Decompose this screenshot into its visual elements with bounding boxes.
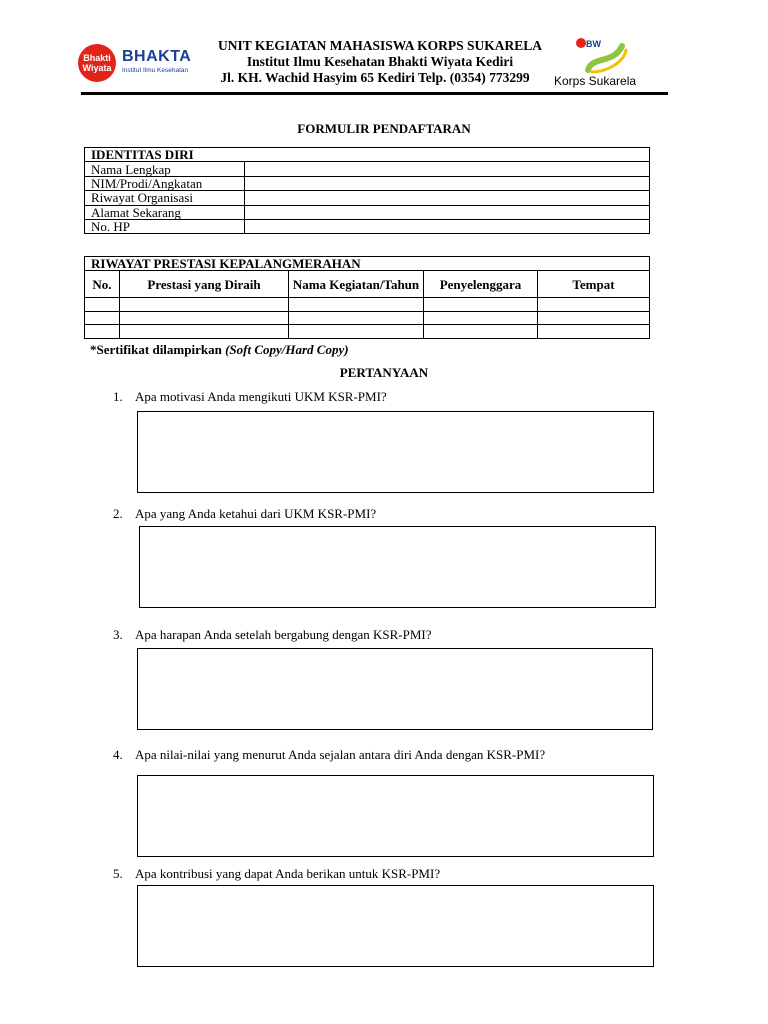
col-header-tempat: Tempat xyxy=(538,271,650,298)
identitas-row xyxy=(85,176,650,190)
col-header-no: No. xyxy=(85,271,120,298)
identitas-table xyxy=(84,147,650,234)
col-header-penyelenggara: Penyelenggara xyxy=(424,271,538,298)
identitas-row xyxy=(85,162,650,176)
questions-title: PERTANYAAN xyxy=(339,365,429,380)
question-number: 3. xyxy=(113,627,123,642)
col-header-prestasi: Prestasi yang Diraih xyxy=(120,271,289,298)
table-cell[interactable] xyxy=(120,325,289,339)
institute-logo-subtitle: Institut Ilmu Kesehatan xyxy=(122,67,189,74)
prestasi-column-header-row xyxy=(85,271,650,298)
question-2 xyxy=(113,506,376,522)
prestasi-table xyxy=(84,256,650,339)
field-label-nama: Nama Lengkap xyxy=(85,162,245,176)
question-text: Apa motivasi Anda mengikuti UKM KSR-PMI? xyxy=(135,389,387,404)
question-5 xyxy=(113,866,440,882)
certificate-note xyxy=(90,342,349,358)
table-cell[interactable] xyxy=(289,298,424,312)
identitas-heading-row xyxy=(85,148,650,162)
field-label-nim: NIM/Prodi/Angkatan xyxy=(85,176,245,190)
question-text: Apa nilai-nilai yang menurut Anda sejalan antara diri Anda dengan KSR-PMI? xyxy=(135,747,546,762)
identitas-row xyxy=(85,191,650,205)
header-line-2: Institut Ilmu Kesehatan Bhakti Wiyata Kediri xyxy=(246,54,514,69)
question-4 xyxy=(113,747,545,763)
table-cell[interactable] xyxy=(424,311,538,325)
question-text: Apa yang Anda ketahui dari UKM KSR-PMI? xyxy=(135,506,377,521)
table-cell[interactable] xyxy=(85,325,120,339)
prestasi-heading: RIWAYAT PRESTASI KEPALANGMERAHAN xyxy=(85,257,650,271)
table-cell[interactable] xyxy=(85,298,120,312)
field-input-hp[interactable] xyxy=(245,219,650,233)
table-cell[interactable] xyxy=(289,325,424,339)
col-header-kegiatan: Nama Kegiatan/Tahun xyxy=(289,271,424,298)
header-divider xyxy=(81,92,668,95)
table-cell[interactable] xyxy=(424,298,538,312)
answer-box-2[interactable] xyxy=(139,526,656,608)
answer-box-5[interactable] xyxy=(137,885,654,967)
table-cell[interactable] xyxy=(289,311,424,325)
table-row xyxy=(85,311,650,325)
ksr-logo-icon xyxy=(552,36,652,76)
question-text: Apa kontribusi yang dapat Anda berikan untuk KSR-PMI? xyxy=(135,866,441,881)
question-number: 4. xyxy=(113,747,123,762)
prestasi-heading-row xyxy=(85,257,650,271)
ksr-logo-mark: BW xyxy=(586,39,601,49)
question-number: 5. xyxy=(113,866,123,881)
table-cell[interactable] xyxy=(538,325,650,339)
field-label-organisasi: Riwayat Organisasi xyxy=(85,191,245,205)
question-1 xyxy=(113,389,387,405)
field-label-hp: No. HP xyxy=(85,219,245,233)
ksr-logo-label: Korps Sukarela xyxy=(554,74,637,88)
table-cell[interactable] xyxy=(424,325,538,339)
table-cell[interactable] xyxy=(120,311,289,325)
header-line-1: UNIT KEGIATAN MAHASISWA KORPS SUKARELA xyxy=(217,38,543,53)
identitas-row xyxy=(85,219,650,233)
institute-logo-mark xyxy=(78,44,116,82)
question-3 xyxy=(113,627,432,643)
table-row xyxy=(85,325,650,339)
field-input-nim[interactable] xyxy=(245,176,650,190)
answer-box-3[interactable] xyxy=(137,648,653,730)
field-input-nama[interactable] xyxy=(245,162,650,176)
header-line-3: Jl. KH. Wachid Hasyim 65 Kediri Telp. (0354) 773299 xyxy=(220,70,530,85)
table-cell[interactable] xyxy=(538,298,650,312)
identitas-row xyxy=(85,205,650,219)
form-title: FORMULIR PENDAFTARAN xyxy=(297,121,471,136)
table-cell[interactable] xyxy=(538,311,650,325)
ksr-logo xyxy=(552,36,652,88)
field-input-alamat[interactable] xyxy=(245,205,650,219)
question-number: 1. xyxy=(113,389,123,404)
table-row xyxy=(85,298,650,312)
field-label-alamat: Alamat Sekarang xyxy=(85,205,245,219)
logo-mark-line1: Bhakti xyxy=(83,53,111,63)
certificate-note-format: (Soft Copy/Hard Copy) xyxy=(225,342,349,357)
field-input-organisasi[interactable] xyxy=(245,191,650,205)
table-cell[interactable] xyxy=(120,298,289,312)
question-text: Apa harapan Anda setelah bergabung dengan KSR-PMI? xyxy=(135,627,432,642)
answer-box-1[interactable] xyxy=(137,411,654,493)
table-cell[interactable] xyxy=(85,311,120,325)
institute-logo-name: BHAKTA xyxy=(122,48,192,65)
identitas-heading: IDENTITAS DIRI xyxy=(85,148,650,162)
logo-mark-line2: Wiyata xyxy=(82,63,112,73)
answer-box-4[interactable] xyxy=(137,775,654,857)
certificate-note-text: *Sertifikat dilampirkan xyxy=(90,342,226,357)
question-number: 2. xyxy=(113,506,123,521)
